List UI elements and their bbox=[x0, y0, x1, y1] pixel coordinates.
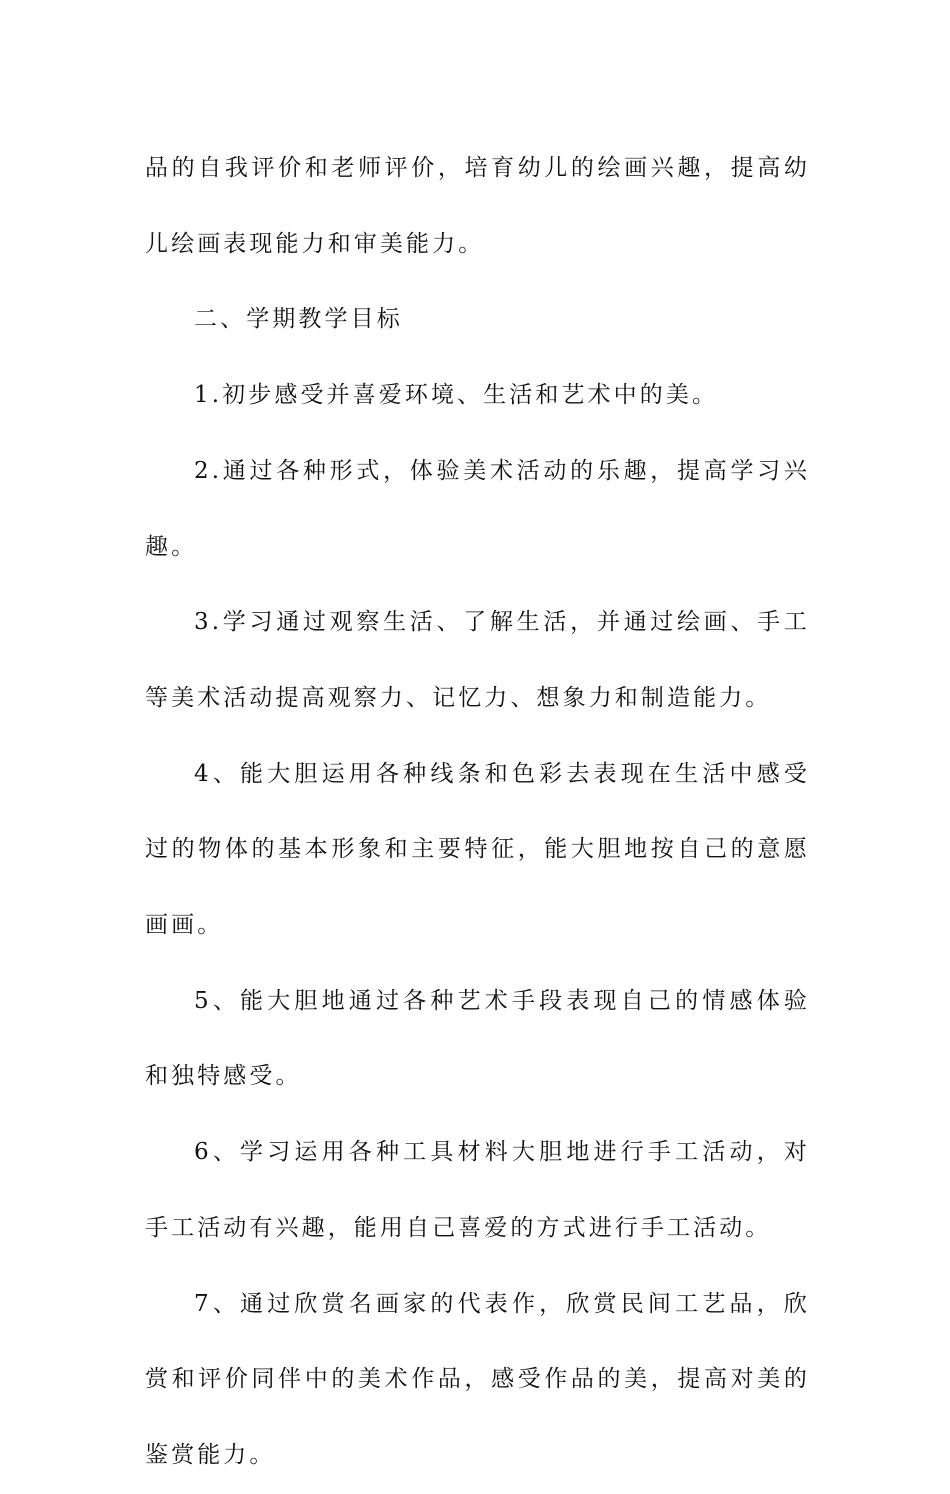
goal-item-1: 1.初步感受并喜爱环境、生活和艺术中的美。 bbox=[194, 382, 719, 409]
goal-item-3: 3.学习通过观察生活、了解生活，并通过绘画、手工等美术活动提高观察力、记忆力、想象力和制造能力。 bbox=[145, 609, 810, 711]
document-body bbox=[145, 131, 810, 1494]
section-heading-teaching-goals: 二、学期教学目标 bbox=[194, 306, 403, 333]
goal-item-6: 6、学习运用各种工具材料大胆地进行手工活动，对手工活动有兴趣，能用自己喜爱的方式进行手工活动。 bbox=[145, 1139, 810, 1241]
goal-item-2: 2.通过各种形式，体验美术活动的乐趣，提高学习兴趣。 bbox=[145, 457, 810, 560]
goal-item-7: 7、通过欣赏名画家的代表作，欣赏民间工艺品，欣赏和评价同伴中的美术作品，感受作品的美，提高对美的鉴赏能力。 bbox=[145, 1290, 810, 1468]
paragraph-continuation: 品的自我评价和老师评价，培育幼儿的绘画兴趣，提高幼儿绘画表现能力和审美能力。 bbox=[145, 155, 810, 257]
goal-item-4: 4、能大胆运用各种线条和色彩去表现在生活中感受过的物体的基本形象和主要特征，能大胆地按自己的意愿画画。 bbox=[145, 760, 810, 939]
goal-item-5: 5、能大胆地通过各种艺术手段表现自己的情感体验和独特感受。 bbox=[145, 987, 810, 1090]
